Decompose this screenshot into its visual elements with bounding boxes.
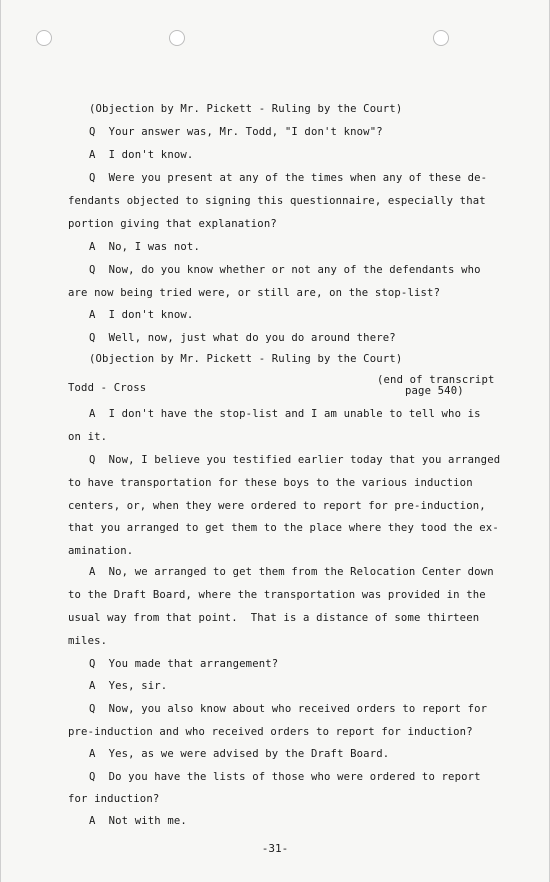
question-line: Q Well, now, just what do you do around there? <box>89 332 396 344</box>
question-line: Q Your answer was, Mr. Todd, "I don't know"? <box>89 126 383 138</box>
objection-line: (Objection by Mr. Pickett - Ruling by the Court) <box>89 103 403 115</box>
answer-line: A I don't know. <box>89 309 194 321</box>
question-line: Q Were you present at any of the times when any of these de- <box>89 172 488 184</box>
text-line: portion giving that explanation? <box>68 218 277 230</box>
text-line: usual way from that point. That is a distance of some thirteen <box>68 612 480 624</box>
answer-line: A Yes, as we were advised by the Draft Board. <box>89 748 390 760</box>
text-line: for induction? <box>68 793 160 805</box>
text-line: centers, or, when they were ordered to report for pre-induction, <box>68 500 486 512</box>
text-line: are now being tried were, or still are, on the stop-list? <box>68 287 441 299</box>
text-line: fendants objected to signing this questionnaire, especially that <box>68 195 486 207</box>
question-line: Q Now, do you know whether or not any of the defendants who <box>89 264 481 276</box>
punch-hole-left <box>36 30 52 46</box>
text-line: on it. <box>68 431 108 443</box>
page-number: -31- <box>261 842 289 855</box>
question-line: Q You made that arrangement? <box>89 658 279 670</box>
answer-line: A No, I was not. <box>89 241 200 253</box>
text-line: that you arranged to get them to the place where they tood the ex- <box>68 522 499 534</box>
answer-line: A Not with me. <box>89 815 187 827</box>
question-line: Q Do you have the lists of those who were ordered to report <box>89 771 481 783</box>
text-line: to the Draft Board, where the transportation was provided in the <box>68 589 486 601</box>
text-line: amination. <box>68 545 134 557</box>
answer-line: A Yes, sir. <box>89 680 168 692</box>
answer-line: A No, we arranged to get them from the Relocation Center down <box>89 566 494 578</box>
question-line: Q Now, you also know about who received orders to report for <box>89 703 488 715</box>
punch-hole-right <box>433 30 449 46</box>
text-line: miles. <box>68 635 108 647</box>
answer-line: A I don't know. <box>89 149 194 161</box>
transcript-note: (end of transcript <box>377 374 495 386</box>
question-line: Q Now, I believe you testified earlier today that you arranged <box>89 454 501 466</box>
text-line: pre-induction and who received orders to report for induction? <box>68 726 473 738</box>
objection-line: (Objection by Mr. Pickett - Ruling by the Court) <box>89 353 403 365</box>
text-line: to have transportation for these boys to the various induction <box>68 477 473 489</box>
section-heading: Todd - Cross <box>68 382 147 394</box>
transcript-note-page: page 540) <box>405 385 464 397</box>
answer-line: A I don't have the stop-list and I am unable to tell who is <box>89 408 481 420</box>
punch-hole-center <box>169 30 185 46</box>
